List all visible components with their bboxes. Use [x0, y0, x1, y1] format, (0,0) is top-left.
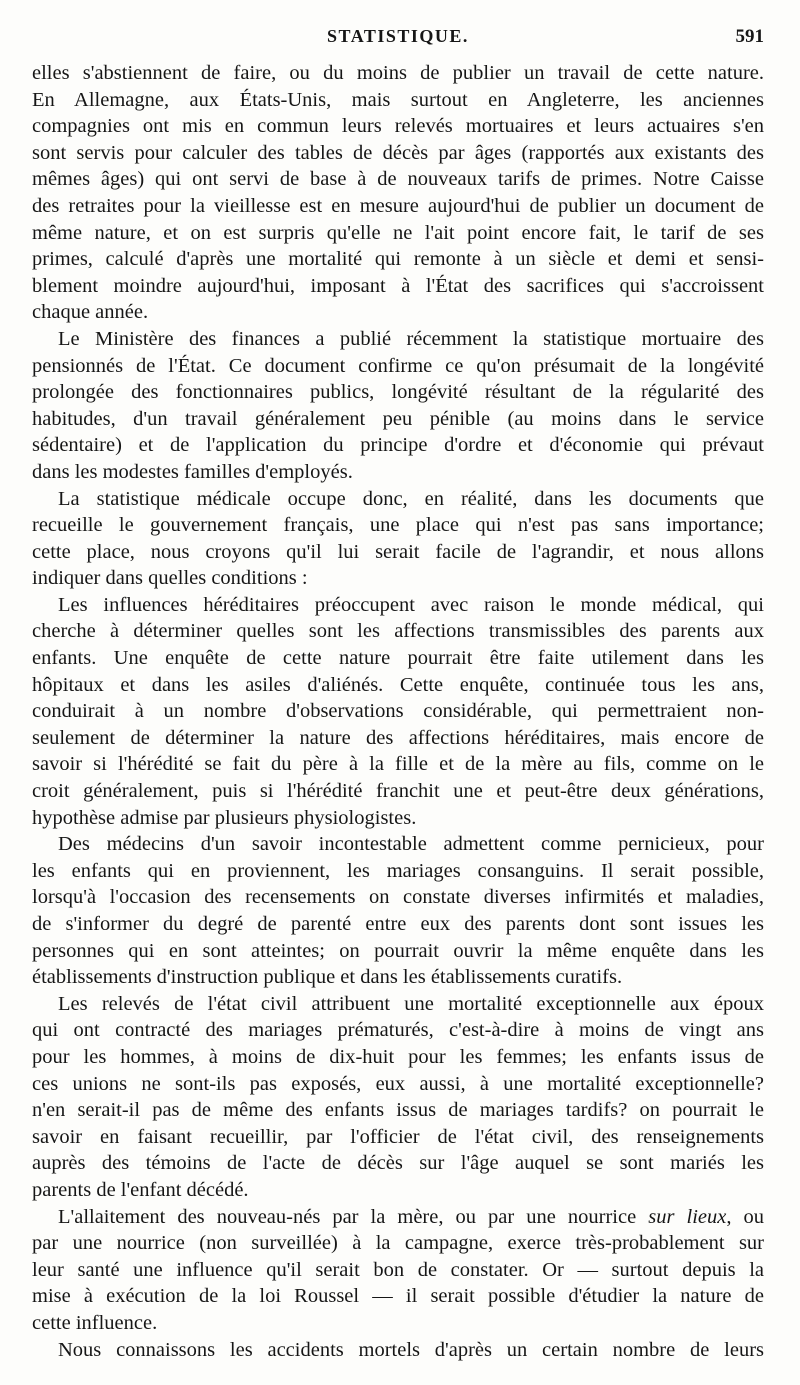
text-segment: , ou [726, 1205, 765, 1228]
text-line: prolongée des fonctionnaires publics, longévité résultant de la régularité des [32, 381, 764, 404]
text-line: Le Ministère des finances a publié récemment la statistique mortuaire des [58, 327, 764, 350]
paragraph [32, 592, 764, 831]
text-line: les enfants qui en proviennent, les mariages consanguins. Il serait possible, [32, 859, 764, 882]
text-line: habitudes, d'un travail généralement peu pénible (au moins dans le service [32, 407, 764, 430]
text-line: qui ont contracté des mariages prématurés, c'est-à-dire à moins de vingt ans [32, 1019, 764, 1042]
text-line: par une nourrice (non surveillée) à la campagne, exerce très-probablement sur [32, 1232, 764, 1255]
text-line: hypothèse admise par plusieurs physiologistes. [32, 806, 417, 829]
text-line: chaque année. [32, 301, 149, 324]
text-line: auprès des témoins de l'acte de décès sur l'âge auquel se sont mariés les [32, 1152, 764, 1175]
text-line: compagnies ont mis en commun leurs relevés mortuaires et leurs actuaires s'en [32, 115, 764, 138]
text-line: cherche à déterminer quelles sont les affections transmissibles des parents aux [32, 620, 764, 643]
text-line: En Allemagne, aux États-Unis, mais surtout en Angleterre, les anciennes [32, 88, 764, 111]
text-line [32, 1204, 764, 1231]
italic-phrase: sur lieux [648, 1205, 727, 1228]
text-line: savoir si l'hérédité se fait du père à la fille et de la mère au fils, comme on le [32, 753, 764, 776]
text-segment: L'allaitement des nouveau-nés par la mère, ou par une nourrice [58, 1205, 649, 1228]
text-line: établissements d'instruction publique et dans les établissements curatifs. [32, 966, 623, 989]
text-line: hôpitaux et dans les asiles d'aliénés. Cette enquête, continuée tous les ans, [32, 673, 764, 696]
text-line: sédentaire) et de l'application du principe d'ordre et d'économie qui prévaut [32, 434, 764, 457]
text-line: parents de l'enfant décédé. [32, 1178, 249, 1201]
text-line: seulement de déterminer la nature des affections héréditaires, mais encore de [32, 726, 764, 749]
paragraph [32, 1204, 764, 1337]
text-line: sont servis pour calculer des tables de décès par âges (rapportés aux existants des [32, 141, 764, 164]
text-line: n'en serait-il pas de même des enfants issus de mariages tardifs? on pourrait le [32, 1099, 764, 1122]
text-line: personnes qui en sont atteintes; on pourrait ouvrir la même enquête dans les [32, 939, 764, 962]
paragraph [32, 831, 764, 991]
text-line: même nature, et on est surpris qu'elle ne l'ait point encore fait, le tarif de ses [32, 221, 764, 244]
paragraph [32, 60, 764, 326]
text-line: savoir en faisant recueillir, par l'officier de l'état civil, des renseignements [32, 1125, 764, 1148]
text-line: indiquer dans quelles conditions : [32, 567, 308, 590]
text-line: Les influences héréditaires préoccupent avec raison le monde médical, qui [58, 593, 764, 616]
running-title: STATISTIQUE. [327, 26, 469, 46]
text-line: cette influence. [32, 1311, 158, 1334]
body-text [32, 60, 764, 1363]
paragraph [32, 486, 764, 592]
paragraph [32, 326, 764, 486]
page-number: 591 [735, 26, 764, 47]
text-line: conduirait à un nombre d'observations considérable, qui permettraient non- [32, 700, 764, 723]
text-line: de s'informer du degré de parenté entre eux des parents dont sont issues les [32, 913, 764, 935]
text-line: cette place, nous croyons qu'il lui serait facile de l'agrandir, et nous allons [32, 540, 764, 563]
text-line: mêmes âges) qui ont servi de base à de nouveaux tarifs de primes. Notre Caisse [32, 168, 764, 191]
text-line: primes, calculé d'après une mortalité qui remonte à un siècle et demi et sensi- [32, 248, 764, 271]
text-line: des retraites pour la vieillesse est en mesure aujourd'hui de publier un document de [32, 194, 764, 217]
text-line: dans les modestes familles d'employés. [32, 460, 353, 483]
text-line: pour les hommes, à moins de dix-huit pour les femmes; les enfants issus de [32, 1045, 764, 1068]
text-line: pensionnés de l'État. Ce document confirme ce qu'on présumait de la longévité [32, 354, 764, 377]
text-line: mise à exécution de la loi Roussel — il serait possible d'étudier la nature de [32, 1285, 764, 1308]
text-line: croit généralement, puis si l'hérédité franchit une et peut-être deux générations, [32, 780, 764, 803]
text-line: leur santé une influence qu'il serait bon de constater. Or — surtout depuis la [32, 1258, 764, 1281]
text-line: Des médecins d'un savoir incontestable admettent comme pernicieux, pour [58, 833, 764, 856]
text-line: elles s'abstiennent de faire, ou du moins de publier un travail de cette nature. [32, 62, 764, 84]
text-line: La statistique médicale occupe donc, en réalité, dans les documents que [58, 487, 764, 510]
paragraph [32, 991, 764, 1204]
text-line: enfants. Une enquête de cette nature pourrait être faite utilement dans les [32, 647, 764, 670]
text-line: Nous connaissons les accidents mortels d'après un certain nombre de leurs [58, 1338, 764, 1361]
running-head [32, 26, 764, 56]
text-line: ces unions ne sont-ils pas exposés, eux aussi, à une mortalité exceptionnelle? [32, 1072, 764, 1095]
text-line: recueille le gouvernement français, une place qui n'est pas sans importance; [32, 514, 764, 537]
paragraph [32, 1337, 764, 1364]
text-line: Les relevés de l'état civil attribuent une mortalité exceptionnelle aux époux [58, 992, 764, 1015]
text-line: lorsqu'à l'occasion des recensements on constate diverses infirmités et maladies, [32, 886, 764, 909]
text-line: blement moindre aujourd'hui, imposant à l'État des sacrifices qui s'accroissent [32, 274, 764, 297]
